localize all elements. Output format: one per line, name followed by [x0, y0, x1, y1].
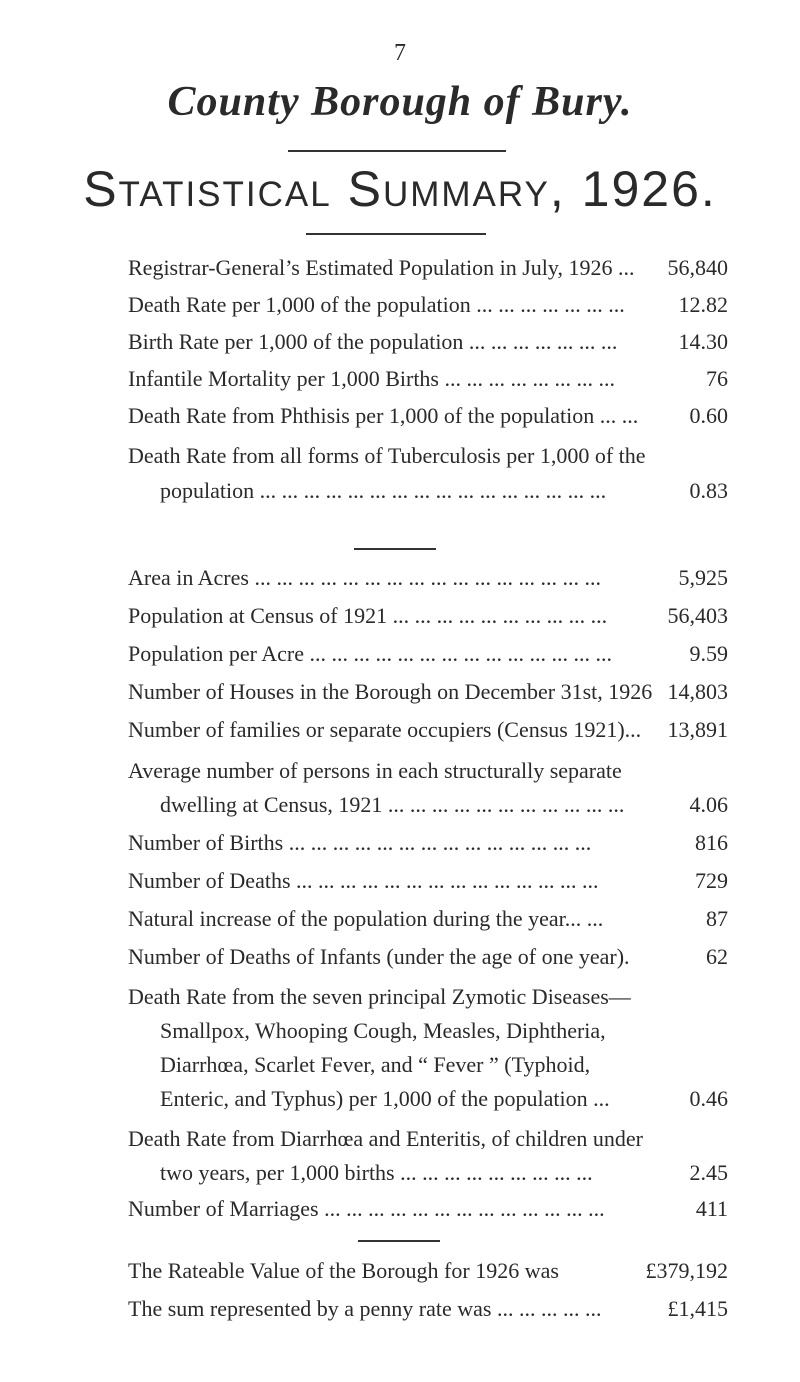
stat-label-line: Death Rate from the seven principal Zymotic Diseases—: [128, 984, 631, 1009]
stat-label-line: Death Rate from Diarrhœa and Enteritis, of children under: [128, 1126, 643, 1151]
stat-row: [160, 478, 728, 508]
stat-row: [160, 792, 728, 822]
stat-label: two years, per 1,000 births ... ... ... ... ... ... ... ... ...: [160, 1160, 593, 1185]
stat-value: 13,891: [667, 717, 728, 742]
page-number: 7: [394, 40, 406, 66]
stat-label: Number of Births ... ... ... ... ... ... ... ... ... ... ... ... ... ...: [128, 830, 592, 855]
stat-value: 12.82: [678, 292, 728, 317]
stat-label: Enteric, and Typhus) per 1,000 of the population ...: [160, 1086, 610, 1111]
stat-row: [160, 1160, 728, 1190]
stat-row: [128, 292, 728, 322]
stat-value: 4.06: [689, 792, 728, 817]
stat-row: [128, 603, 728, 633]
stat-value: 2.45: [689, 1160, 728, 1185]
stat-label: Death Rate from Phthisis per 1,000 of the population ... ...: [128, 403, 639, 428]
stat-label: dwelling at Census, 1921 ... ... ... ... ... ... ... ... ... ... ...: [160, 792, 625, 817]
document-title: County Borough of Bury.: [167, 79, 633, 125]
stat-label: Population at Census of 1921 ... ... ... ... ... ... ... ... ... ...: [128, 603, 608, 628]
stat-label-line: Smallpox, Whooping Cough, Measles, Diphtheria,: [160, 1018, 606, 1043]
stat-value: 816: [695, 830, 728, 855]
section-divider: [354, 548, 436, 550]
stat-row: [128, 366, 728, 396]
stat-row: [128, 944, 728, 974]
stat-value: 14.30: [678, 329, 728, 354]
stat-row: [128, 329, 728, 359]
stat-label: Death Rate per 1,000 of the population ... ... ... ... ... ... ...: [128, 292, 625, 317]
stat-row: [128, 906, 728, 936]
stat-label: Natural increase of the population during the year... ...: [128, 906, 604, 931]
stat-row: [128, 1296, 728, 1326]
stat-value: 14,803: [667, 679, 728, 704]
stat-label: Area in Acres ... ... ... ... ... ... ... ... ... ... ... ... ... ... ... ...: [128, 565, 601, 590]
stat-value: 56,840: [667, 255, 728, 280]
stat-row: [128, 1258, 728, 1288]
stat-row: [128, 830, 728, 860]
stat-label: Number of families or separate occupiers (Census 1921)...: [128, 717, 642, 742]
section-divider: [358, 1240, 440, 1242]
stat-label: Number of Deaths of Infants (under the age of one year).: [128, 944, 630, 969]
stat-label: Infantile Mortality per 1,000 Births ... ... ... ... ... ... ... ...: [128, 366, 615, 391]
stat-row: [128, 1196, 728, 1226]
stat-label: Number of Deaths ... ... ... ... ... ... ... ... ... ... ... ... ... ...: [128, 868, 599, 893]
stat-value: 5,925: [678, 565, 728, 590]
stat-row: [128, 565, 728, 595]
stat-row: [160, 1086, 728, 1116]
stat-row: [128, 868, 728, 898]
stat-value: 729: [695, 868, 728, 893]
stat-row: [128, 717, 728, 747]
stat-label: The Rateable Value of the Borough for 1926 was: [128, 1258, 559, 1283]
stat-row: [128, 255, 728, 285]
stat-label: population ... ... ... ... ... ... ... ... ... ... ... ... ... ... ... ...: [160, 478, 607, 503]
stat-value: 56,403: [667, 603, 728, 628]
stat-label: Population per Acre ... ... ... ... ... ... ... ... ... ... ... ... ... ...: [128, 641, 612, 666]
stat-label-line: Diarrhœa, Scarlet Fever, and “ Fever ” (Typhoid,: [160, 1052, 591, 1077]
stat-value: £1,415: [667, 1296, 728, 1321]
title-divider: [288, 150, 506, 152]
stat-label: The sum represented by a penny rate was ... ... ... ... ...: [128, 1296, 602, 1321]
stat-value: 87: [706, 906, 728, 931]
document-subtitle: Statistical Summary, 1926.: [83, 161, 717, 217]
stat-value: 62: [706, 944, 728, 969]
stat-row: [128, 679, 728, 709]
stat-label: Birth Rate per 1,000 of the population ... ... ... ... ... ... ...: [128, 329, 618, 354]
stat-value: 76: [706, 366, 728, 391]
stat-label-line: Death Rate from all forms of Tuberculosis per 1,000 of the: [128, 443, 646, 468]
stat-row: [128, 641, 728, 671]
stat-value: 0.46: [689, 1086, 728, 1111]
stat-value: 0.60: [689, 403, 728, 428]
subtitle-underline: [306, 233, 486, 235]
stat-label-line: Average number of persons in each structurally separate: [128, 758, 622, 783]
stat-value: 9.59: [689, 641, 728, 666]
stat-label: Number of Marriages ... ... ... ... ... ... ... ... ... ... ... ... ...: [128, 1196, 605, 1221]
stat-value: 411: [695, 1196, 728, 1221]
stat-row: [128, 403, 728, 433]
stat-value: £379,192: [645, 1258, 728, 1283]
stat-value: 0.83: [689, 478, 728, 503]
stat-label: Number of Houses in the Borough on December 31st, 1926: [128, 679, 653, 704]
stat-label: Registrar-General’s Estimated Population in July, 1926 ...: [128, 255, 635, 280]
